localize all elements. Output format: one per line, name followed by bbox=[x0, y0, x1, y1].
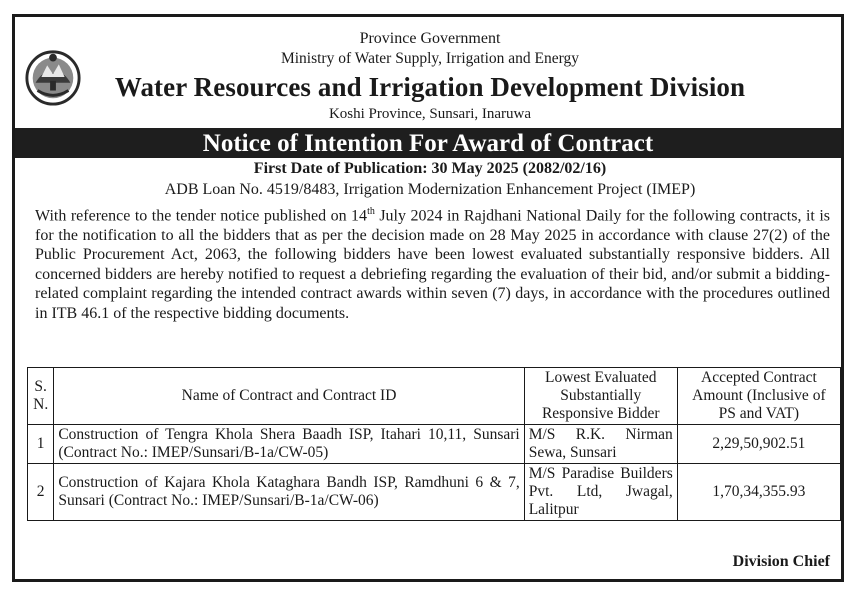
body-text-post: July 2024 in Rajdhani National Daily for the following contracts, it is for the notification to all the bidders that as per the decision made on 28 May 2025 in accordance with clause 27(2) of the Public Procurement Act, 2063, the following bidders have been lowest evaluated substantially responsive bidders. All concerned bidders are hereby notified to request a debriefing regarding the evaluation of their bid, and/or submit a bidding-related complaint regarding the intended contract awards within seven (7) days, in accordance with the procedures outlined in ITB 46.1 of the respective bidding documents. bbox=[35, 207, 830, 322]
province-line: Province Government bbox=[359, 30, 501, 47]
row-bidder: M/S R.K. Nirman Sewa, Sunsari bbox=[524, 425, 677, 464]
table-header-row bbox=[28, 368, 841, 425]
contract-table bbox=[27, 367, 841, 521]
row-sn: 2 bbox=[28, 464, 54, 521]
table-row bbox=[28, 425, 841, 464]
publication-date: First Date of Publication: 30 May 2025 (2082/02/16) bbox=[253, 160, 607, 177]
header-contract-name: Name of Contract and Contract ID bbox=[54, 368, 524, 425]
body-text-sup: th bbox=[367, 206, 375, 217]
signature-division-chief: Division Chief bbox=[732, 553, 830, 570]
office-address: Koshi Province, Sunsari, Inaruwa bbox=[328, 106, 532, 122]
ministry-line: Ministry of Water Supply, Irrigation and Energy bbox=[280, 50, 580, 67]
header-amount: Accepted Contract Amount (Inclusive of PS and VAT) bbox=[677, 368, 840, 425]
row-amount: 1,70,34,355.93 bbox=[677, 464, 840, 521]
header-sn: S. N. bbox=[28, 368, 54, 425]
row-bidder: M/S Paradise Builders Pvt. Ltd, Jwagal, Lalitpur bbox=[524, 464, 677, 521]
office-title: Water Resources and Irrigation Development Division bbox=[114, 72, 746, 102]
notice-body bbox=[35, 202, 830, 323]
row-contract-name: Construction of Kajara Khola Kataghara Bandh ISP, Ramdhuni 6 & 7, Sunsari (Contract No.: IMEP/Sunsari/B-1a/CW-06) bbox=[54, 464, 524, 521]
notice-title-banner: Notice of Intention For Award of Contract bbox=[15, 128, 841, 158]
header-bidder: Lowest Evaluated Substantially Responsive Bidder bbox=[524, 368, 677, 425]
row-sn: 1 bbox=[28, 425, 54, 464]
table-row bbox=[28, 464, 841, 521]
row-contract-name: Construction of Tengra Khola Shera Baadh ISP, Itahari 10,11, Sunsari (Contract No.: IMEP/Sunsari/B-1a/CW-05) bbox=[54, 425, 524, 464]
row-amount: 2,29,50,902.51 bbox=[677, 425, 840, 464]
loan-line: ADB Loan No. 4519/8483, Irrigation Modernization Enhancement Project (IMEP) bbox=[164, 181, 696, 198]
body-text-pre: With reference to the tender notice published on 14 bbox=[35, 207, 368, 225]
